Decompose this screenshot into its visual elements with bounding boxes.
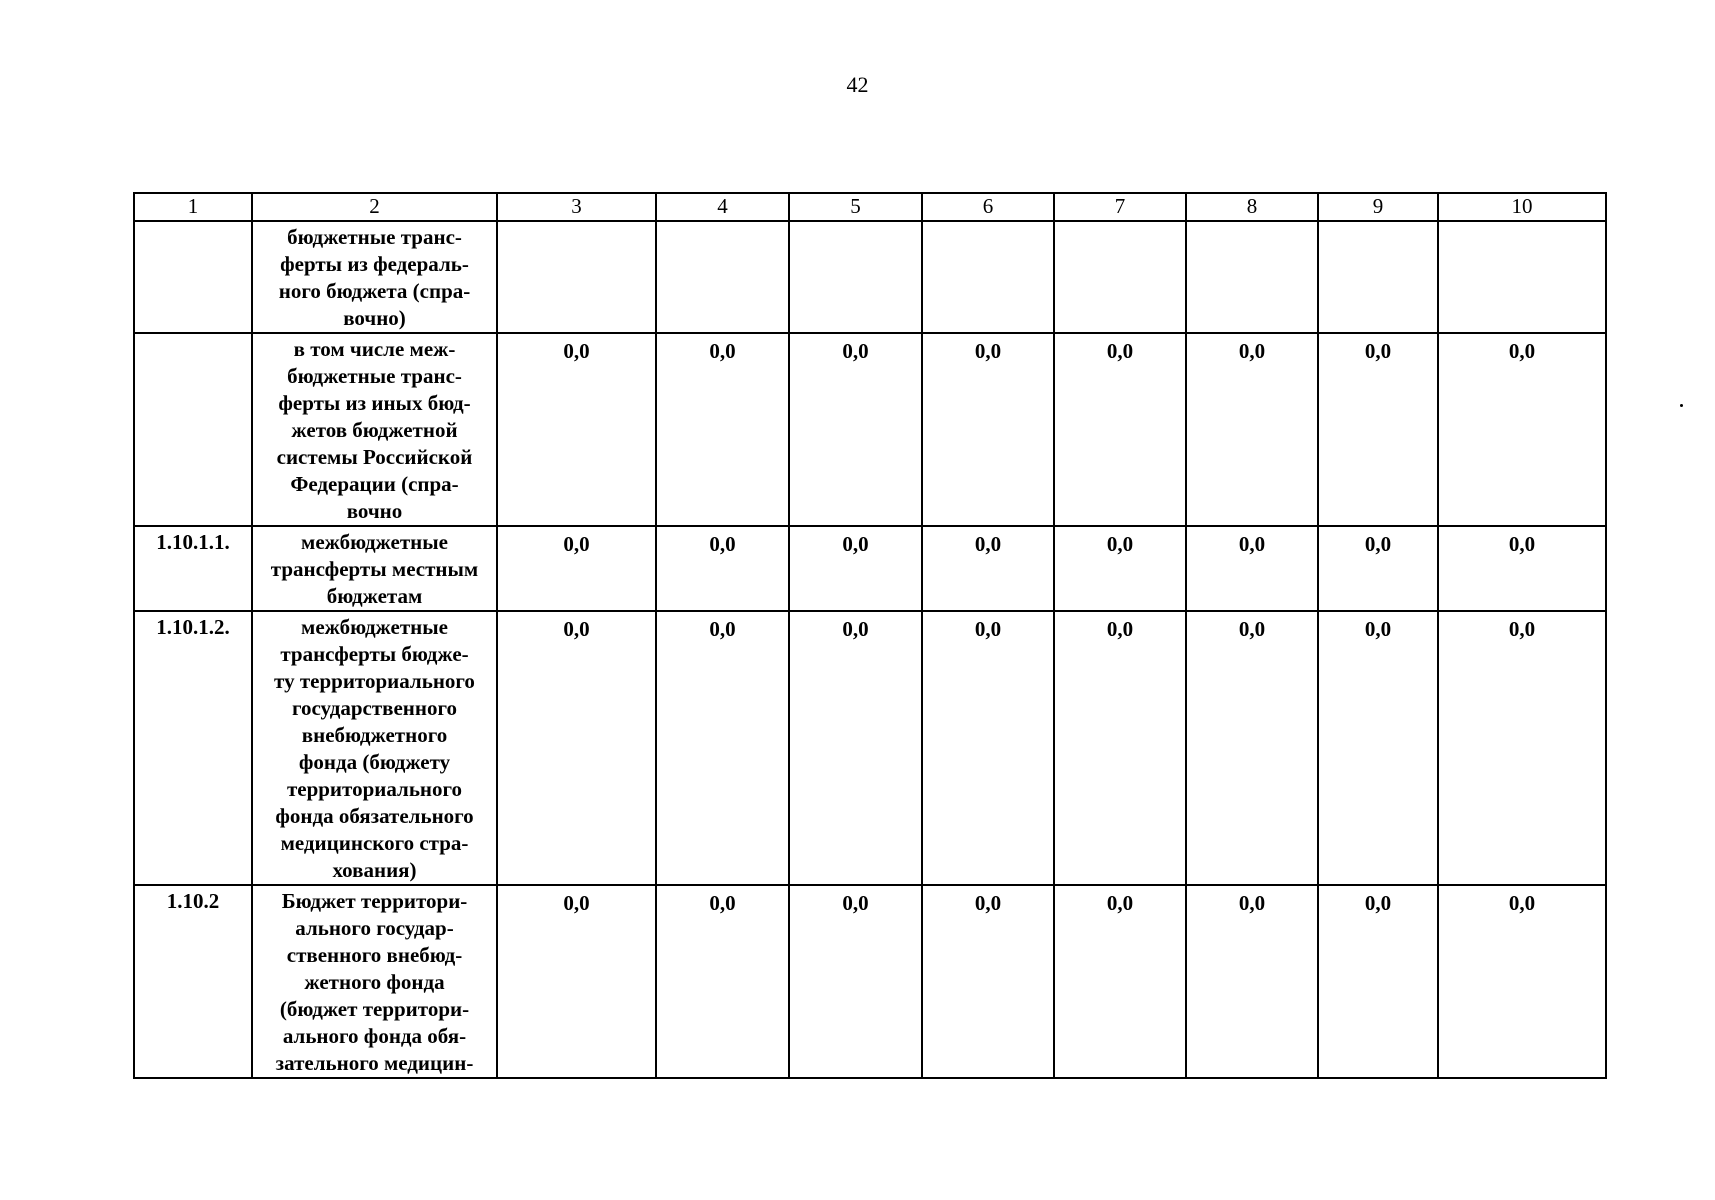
value-cell: 0,0: [1054, 611, 1186, 885]
value-cell: 0,0: [1054, 526, 1186, 611]
value-cell: 0,0: [1054, 333, 1186, 526]
row-name-cell: [252, 526, 497, 611]
value-cell: [922, 221, 1054, 333]
value-cell: 0,0: [1438, 885, 1606, 1078]
row-name-text: в том числе меж- бюджетные транс- ферты из иных бюд- жетов бюджетной системы Российской Федерации (спра- вочно: [276, 337, 473, 523]
value-cell: [1186, 221, 1318, 333]
row-number-cell: 1.10.1.2.: [134, 611, 252, 885]
value-cell: 0,0: [1438, 333, 1606, 526]
value-cell: 0,0: [656, 526, 789, 611]
value-cell: 0,0: [1186, 526, 1318, 611]
row-number-cell: [134, 333, 252, 526]
value-cell: 0,0: [656, 885, 789, 1078]
column-number-10: 10: [1438, 193, 1606, 221]
table-row: [134, 611, 1606, 885]
value-cell: 0,0: [1186, 611, 1318, 885]
value-cell: 0,0: [1186, 333, 1318, 526]
value-cell: 0,0: [1318, 526, 1438, 611]
column-number-2: 2: [252, 193, 497, 221]
column-number-7: 7: [1054, 193, 1186, 221]
value-cell: [1438, 221, 1606, 333]
row-name-cell: [252, 221, 497, 333]
table-row: [134, 885, 1606, 1078]
value-cell: [789, 221, 922, 333]
value-cell: 0,0: [1318, 611, 1438, 885]
column-number-3: 3: [497, 193, 656, 221]
value-cell: 0,0: [922, 526, 1054, 611]
value-cell: 0,0: [497, 611, 656, 885]
value-cell: 0,0: [1438, 611, 1606, 885]
row-number-cell: 1.10.1.1.: [134, 526, 252, 611]
value-cell: 0,0: [789, 885, 922, 1078]
value-cell: 0,0: [922, 611, 1054, 885]
column-number-header-row: [134, 193, 1606, 221]
row-name-cell: [252, 333, 497, 526]
value-cell: 0,0: [789, 526, 922, 611]
value-cell: 0,0: [1186, 885, 1318, 1078]
value-cell: 0,0: [1318, 885, 1438, 1078]
column-number-6: 6: [922, 193, 1054, 221]
value-cell: 0,0: [789, 333, 922, 526]
value-cell: [656, 221, 789, 333]
value-cell: [497, 221, 656, 333]
value-cell: 0,0: [1318, 333, 1438, 526]
row-name-cell: [252, 611, 497, 885]
value-cell: 0,0: [789, 611, 922, 885]
value-cell: 0,0: [922, 333, 1054, 526]
table-row: [134, 333, 1606, 526]
value-cell: [1054, 221, 1186, 333]
value-cell: 0,0: [1054, 885, 1186, 1078]
table-row: [134, 526, 1606, 611]
value-cell: 0,0: [922, 885, 1054, 1078]
row-number-cell: [134, 221, 252, 333]
page-number: 42: [846, 72, 869, 97]
column-number-1: 1: [134, 193, 252, 221]
value-cell: [1318, 221, 1438, 333]
value-cell: 0,0: [656, 333, 789, 526]
value-cell: 0,0: [497, 885, 656, 1078]
budget-table: [133, 192, 1607, 1079]
value-cell: 0,0: [1438, 526, 1606, 611]
column-number-4: 4: [656, 193, 789, 221]
row-name-text: бюджетные транс- ферты из федераль- ного бюджета (спра- вочно): [278, 225, 471, 330]
table-row: [134, 221, 1606, 333]
row-name-text: межбюджетные трансферты местным бюджетам: [270, 530, 479, 608]
value-cell: 0,0: [497, 333, 656, 526]
row-name-text: Бюджет территори- ального государ- ственного внебюд- жетного фонда (бюджет территори- ального фонда обя- зательного медицин-: [275, 889, 474, 1075]
value-cell: 0,0: [497, 526, 656, 611]
row-number-cell: 1.10.2: [134, 885, 252, 1078]
row-name-cell: [252, 885, 497, 1078]
value-cell: 0,0: [656, 611, 789, 885]
column-number-9: 9: [1318, 193, 1438, 221]
column-number-5: 5: [789, 193, 922, 221]
row-name-text: межбюджетные трансферты бюдже- ту территориального государственного внебюджетного фонда (бюджету территориального фонда обязательного медицинского стра- хования): [274, 615, 475, 882]
scan-speck: [1680, 404, 1683, 407]
column-number-8: 8: [1186, 193, 1318, 221]
